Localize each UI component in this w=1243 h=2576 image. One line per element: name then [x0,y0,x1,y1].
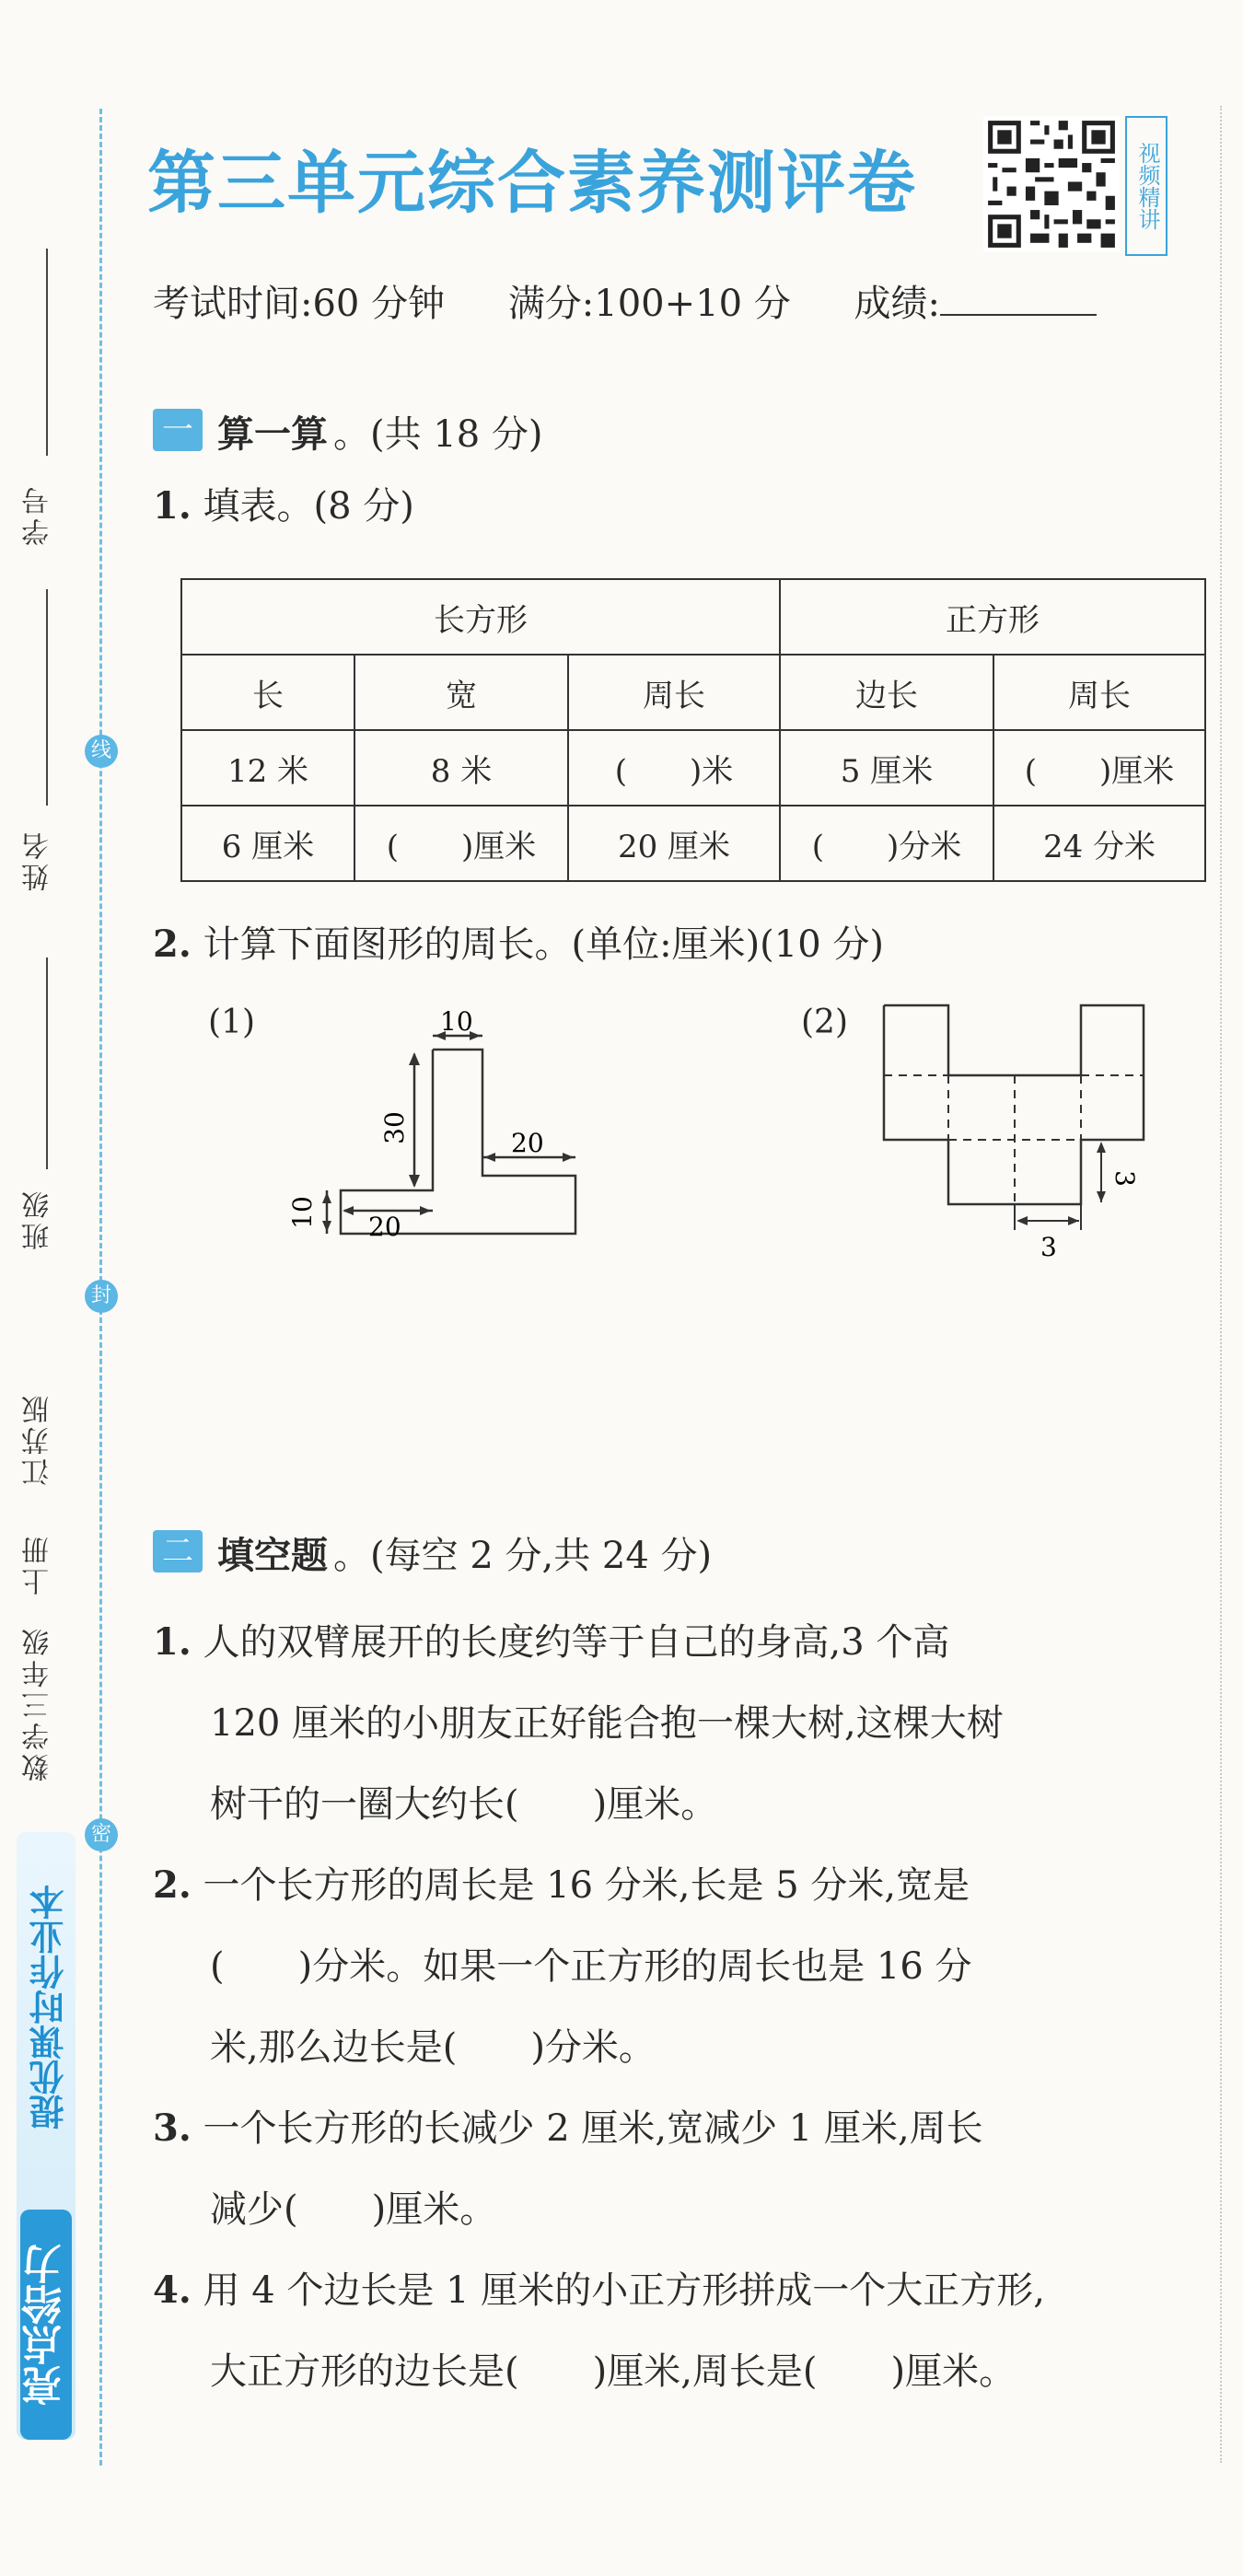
qr-video-label: 视频精讲 [1125,116,1167,256]
xuehao-label: 学号 [22,483,54,546]
fig1-dim-top: 10 [440,1006,473,1037]
table-header: 长 [181,655,354,730]
question-number: 1. [153,1620,192,1664]
table-cell-blank[interactable]: ( )米 [568,730,780,806]
section1-heading [217,405,543,458]
fig1-dim-step: 20 [511,1128,544,1158]
question-2-2 [153,1845,1175,2088]
question-line: 一个长方形的周长是 16 分米,长是 5 分米,宽是 [203,1864,970,1907]
fig2-dim-width: 3 [1040,1232,1057,1261]
figure1-label: (1) [208,1004,255,1041]
volume-label: 上册 [22,1533,54,1595]
seal-mark-mi: 密 [85,1818,118,1851]
table-header: 边长 [780,655,993,730]
question-2-4 [153,2250,1175,2412]
section2-title: 填空题 [217,1535,328,1577]
figure1-l-shape [276,999,608,1247]
qr-code-icon[interactable] [983,116,1120,252]
fill-table [180,578,1206,882]
table-cell-blank[interactable]: ( )厘米 [993,730,1205,806]
question-line: ( )分米。如果一个正方形的周长也是 16 分 [210,1945,972,1988]
question-text: 计算下面图形的周长。(单位:厘米)(10 分) [203,923,884,966]
table-cell: 20 厘米 [568,806,780,881]
question-number: 4. [153,2269,192,2312]
page-edge-line [1220,106,1222,2463]
table-group-rectangle: 长方形 [181,579,780,655]
question-line: 120 厘米的小朋友正好能合抱一棵大树,这棵大树 [210,1702,1004,1745]
exam-grade-label: 成绩: [854,283,940,325]
question-1-2 [153,917,1175,972]
table-cell: 8 米 [354,730,568,806]
section1-badge: 一 [153,409,203,451]
question-number: 1. [153,484,192,528]
section2-heading [217,1526,712,1579]
table-header: 宽 [354,655,568,730]
question-line: 一个长方形的长减少 2 厘米,宽减少 1 厘米,周长 [203,2107,983,2150]
fig1-dim-height: 30 [379,1111,410,1144]
exam-full-score: 满分:100+10 分 [507,283,791,325]
fig2-dim-height: 3 [1109,1170,1140,1187]
seal-mark-feng: 封 [85,1280,118,1313]
exam-meta [153,274,1097,327]
figure2-shape [865,994,1169,1261]
section1-title: 算一算 [217,413,328,456]
xingming-label: 姓名 [22,829,54,891]
question-number: 3. [153,2106,192,2150]
table-cell: 6 厘米 [181,806,354,881]
xuehao-blank [46,249,48,456]
xingming-blank [46,589,48,806]
question-text: 填表。(8 分) [203,485,414,528]
question-line: 人的双臂展开的长度约等于自己的身高,3 个高 [203,1621,950,1664]
question-number: 2. [153,922,192,966]
section2-note: 。(每空 2 分,共 24 分) [333,1535,713,1577]
table-cell: 12 米 [181,730,354,806]
table-header: 周长 [568,655,780,730]
brand-logo [17,1832,76,2440]
table-cell: 24 分米 [993,806,1205,881]
fig1-dim-bottom: 20 [368,1212,401,1242]
question-2-1 [153,1602,1175,1845]
question-line: 用 4 个边长是 1 厘米的小正方形拼成一个大正方形, [203,2269,1045,2312]
figure2-label: (2) [801,1004,848,1041]
table-group-square: 正方形 [780,579,1205,655]
grade-blank[interactable] [940,314,1097,316]
seal-mark-xian: 线 [85,735,118,768]
table-cell-blank[interactable]: ( )厘米 [354,806,568,881]
question-2-3 [153,2088,1175,2250]
question-line: 减少( )厘米。 [210,2188,497,2231]
brand-name: 亮点给力 [20,2210,72,2440]
exam-time: 考试时间:60 分钟 [153,283,446,325]
table-row [181,730,1205,806]
banji-blank [46,957,48,1169]
question-1-1 [153,479,1175,534]
question-line: 树干的一圈大约长( )厘米。 [210,1783,718,1826]
section2-badge: 二 [153,1530,203,1572]
table-row [181,806,1205,881]
banji-label: 班级 [22,1188,54,1250]
question-line: 米,那么边长是( )分米。 [210,2026,656,2069]
table-cell: 5 厘米 [780,730,993,806]
fig1-dim-base: 10 [287,1196,318,1229]
brand-series-name: 提优课时作业本 [29,1885,70,2129]
table-cell-blank[interactable]: ( )分米 [780,806,993,881]
section1-note: 。(共 18 分) [333,413,543,456]
question-line: 大正方形的边长是( )厘米,周长是( )厘米。 [210,2350,1016,2393]
subject-label: 数学三年级 [22,1625,54,1781]
table-header: 周长 [993,655,1205,730]
edition-label: 江苏版 [22,1392,54,1486]
question-number: 2. [153,1863,192,1907]
page-title: 第三单元综合素养测评卷 [147,144,917,223]
